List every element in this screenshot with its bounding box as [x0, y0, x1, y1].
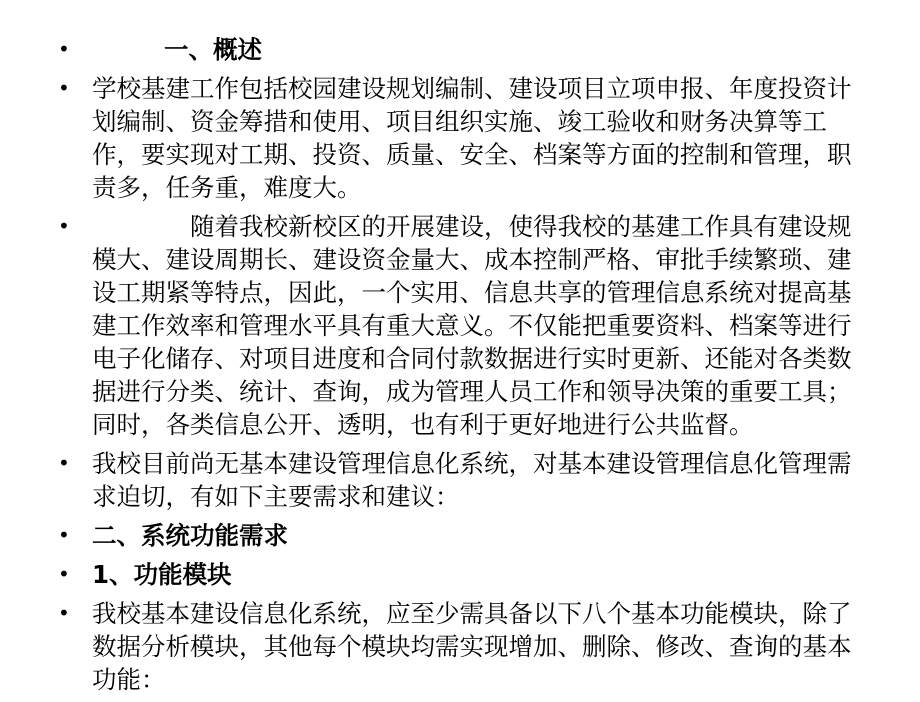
- paragraph-text: 我校目前尚无基本建设管理信息化系统，对基本建设管理信息化管理需求迫切，有如下主要需求和建议：: [92, 449, 852, 511]
- bullet-icon: •: [58, 601, 70, 625]
- paragraph-text: 学校基建工作包括校园建设规划编制、建设项目立项申报、年度投资计划编制、资金筹措和使用、项目组织实施、竣工验收和财务决算等工作，要实现对工期、投资、质量、安全、档案等方面的控制和管理，职责多，任务重，难度大。: [92, 74, 852, 202]
- list-item-paragraph-1: [58, 72, 868, 204]
- section-heading-requirements: 二、系统功能需求: [92, 521, 288, 550]
- bullet-icon: •: [58, 76, 70, 100]
- bullet-icon: •: [58, 214, 70, 238]
- bullet-list: [58, 33, 868, 702]
- bullet-icon: •: [58, 523, 70, 547]
- section-heading-overview: 一、概述: [164, 35, 262, 64]
- list-item-paragraph-2: [58, 210, 868, 441]
- list-item-paragraph-4: [58, 597, 868, 696]
- subsection-heading-modules: 1、功能模块: [92, 560, 232, 589]
- list-item-modules-heading: [58, 558, 868, 591]
- bullet-icon: •: [58, 37, 70, 61]
- list-item-overview-heading: [58, 33, 868, 66]
- bullet-icon: •: [58, 451, 70, 475]
- paragraph-text: 随着我校新校区的开展建设，使得我校的基建工作具有建设规模大、建设周期长、建设资金量大、成本控制严格、审批手续繁琐、建设工期紧等特点，因此，一个实用、信息共享的管理信息系统对提高基建工作效率和管理水平具有重大意义。不仅能把重要资料、档案等进行电子化储存、对项目进度和合同付款数据进行实时更新、还能对各类数据进行分类、统计、查询，成为管理人员工作和领导决策的重要工具；同时，各类信息公开、透明，也有利于更好地进行公共监督。: [92, 212, 852, 439]
- list-item-paragraph-3: [58, 447, 868, 513]
- paragraph-text: 我校基本建设信息化系统，应至少需具备以下八个基本功能模块，除了数据分析模块，其他每个模块均需实现增加、删除、修改、查询的基本功能：: [92, 599, 852, 694]
- list-item-requirements-heading: [58, 519, 868, 552]
- bullet-icon: •: [58, 562, 70, 586]
